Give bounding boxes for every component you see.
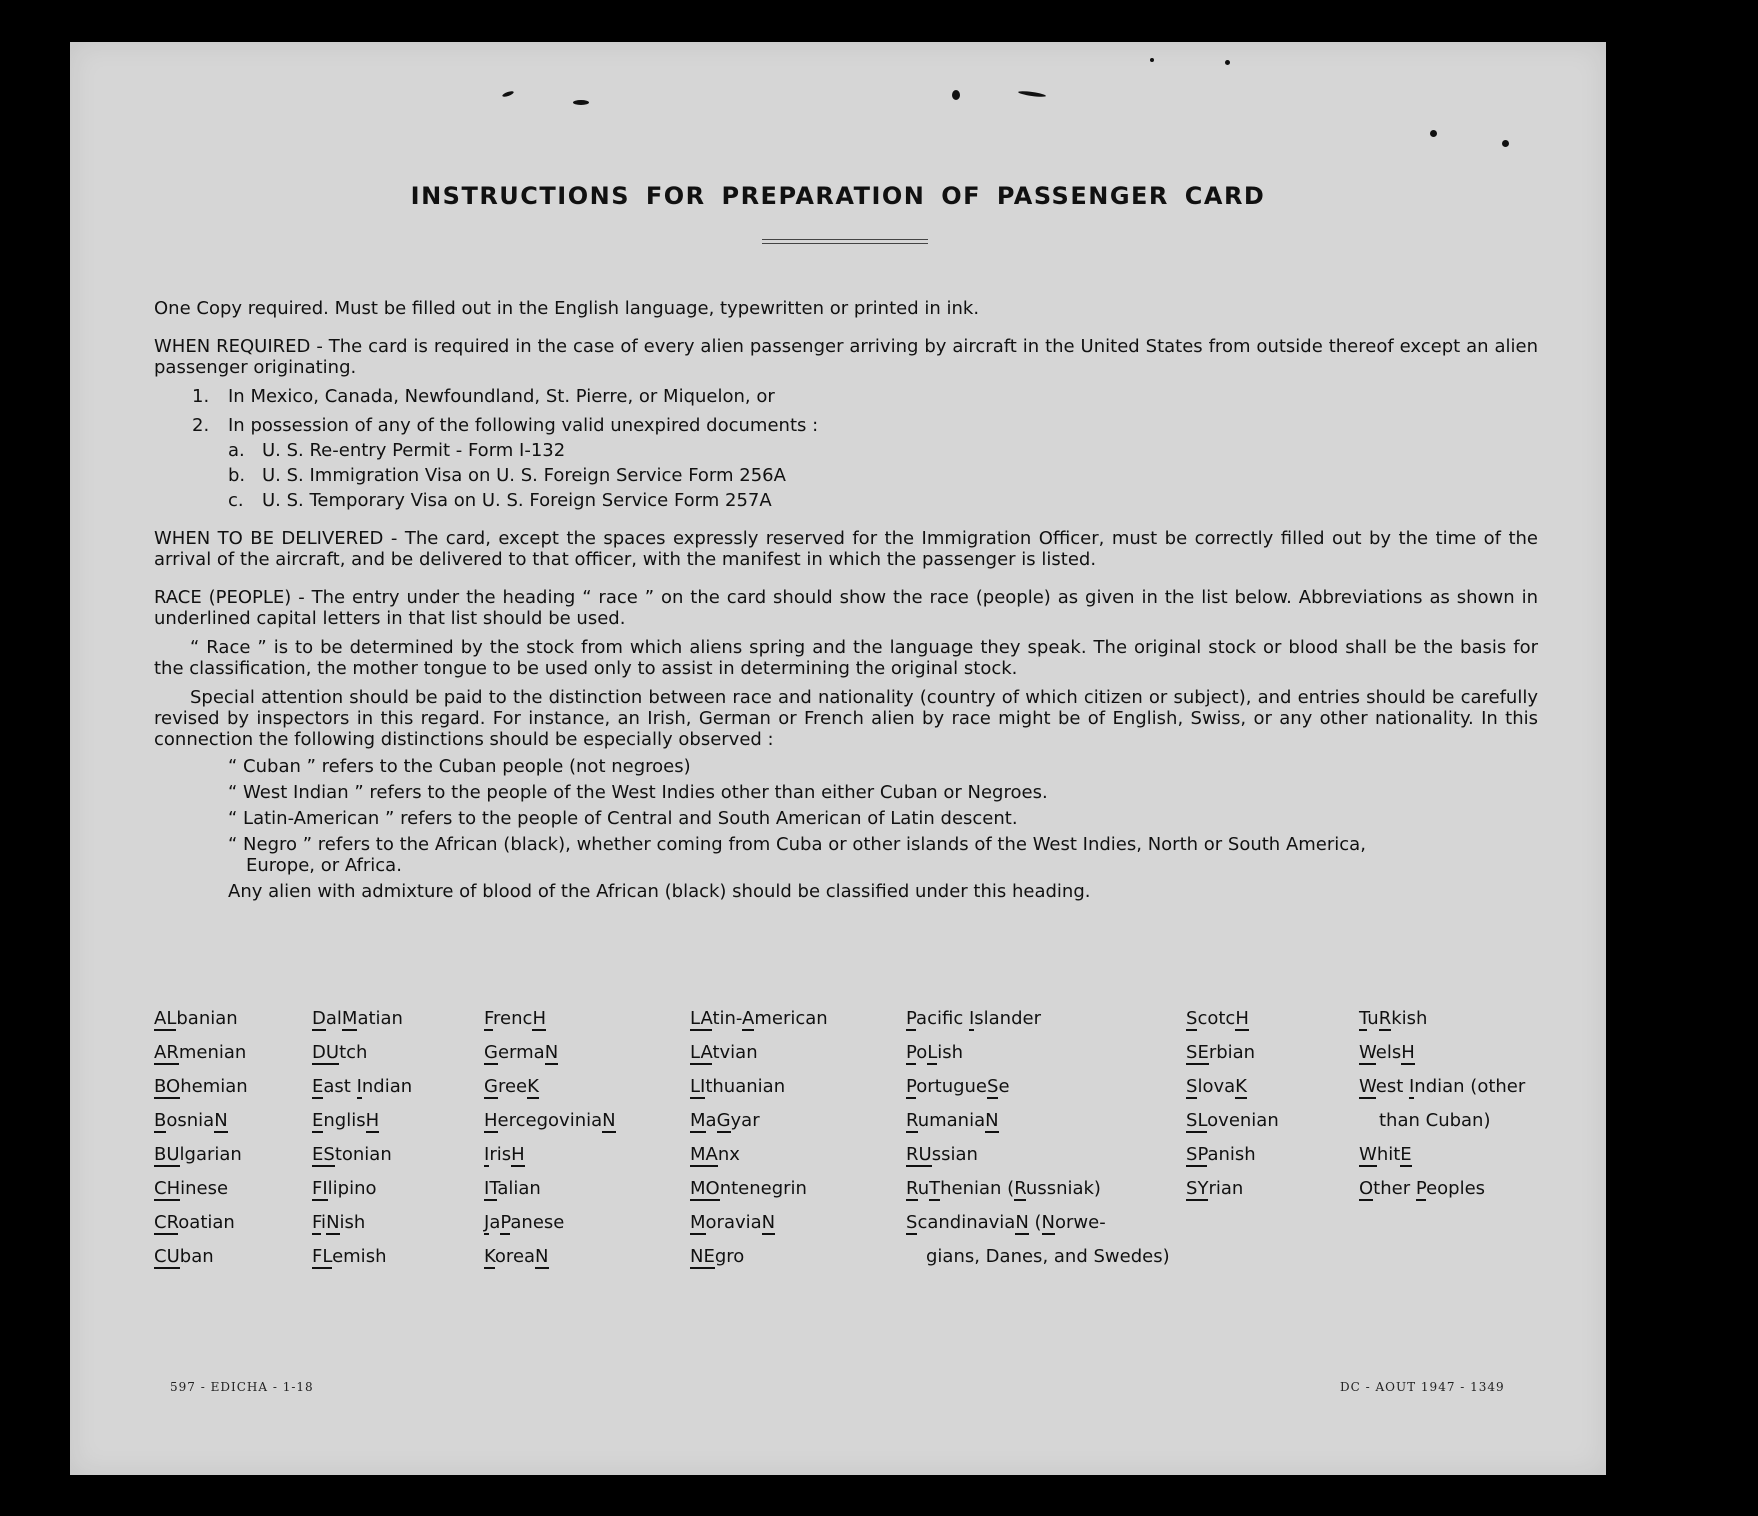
when-delivered-paragraph: WHEN TO BE DELIVERED - The card, except the spaces expressly reserved for the Immigration Officer, must be correctly filled out by the time of the arrival of the aircraft, and be delivered to that officer, with the manifest in which the passenger is listed. <box>154 528 1538 570</box>
race-entry: IrisH <box>484 1144 525 1165</box>
race-entry: DalMatian <box>312 1008 403 1029</box>
subitem-text: U. S. Re-entry Permit - Form I-132 <box>262 440 566 461</box>
race-entry: Pacific Islander <box>906 1008 1041 1029</box>
race-entry: SYrian <box>1186 1178 1244 1199</box>
document-subitem <box>154 465 1538 486</box>
document-subitem <box>154 490 1538 511</box>
footer-print-code-right: DC - AOUT 1947 - 1349 <box>1340 1380 1505 1394</box>
race-entry: ARmenian <box>154 1042 247 1063</box>
race-entry: MOntenegrin <box>690 1178 807 1199</box>
title-underline <box>762 239 928 240</box>
race-column <box>906 1008 1170 1280</box>
race-entry: PortugueSe <box>906 1076 1010 1097</box>
dust-speck <box>1150 58 1154 62</box>
race-entry: RuThenian (Russniak) <box>906 1178 1101 1199</box>
race-entry: FLemish <box>312 1246 387 1267</box>
dust-speck <box>952 90 960 100</box>
race-entry: FIlipino <box>312 1178 377 1199</box>
item-text: In possession of any of the following valid unexpired documents : <box>228 415 819 436</box>
item-text: In Mexico, Canada, Newfoundland, St. Pierre, or Miquelon, or <box>228 386 775 407</box>
subitem-text: U. S. Temporary Visa on U. S. Foreign Service Form 257A <box>262 490 772 511</box>
race-entry: LAtin-American <box>690 1008 828 1029</box>
dust-speck <box>502 90 515 98</box>
race-entry: RUssian <box>906 1144 978 1165</box>
title-underline <box>762 243 928 244</box>
subitem-text: U. S. Immigration Visa on U. S. Foreign Service Form 256A <box>262 465 786 486</box>
race-column <box>484 1008 616 1280</box>
race-column <box>312 1008 412 1280</box>
race-entry: HercegoviniaN <box>484 1110 616 1131</box>
distinction-negro-continued: Europe, or Africa. <box>246 855 402 876</box>
race-entry: BUlgarian <box>154 1144 242 1165</box>
distinction-latin-american: “ Latin-American ” refers to the people of Central and South American of Latin descent. <box>228 808 1018 829</box>
race-entry: TuRkish <box>1359 1008 1428 1029</box>
race-entry: CRoatian <box>154 1212 235 1233</box>
instructions-body <box>154 298 1538 902</box>
race-entry: KoreaN <box>484 1246 549 1267</box>
race-definition-paragraph: “ Race ” is to be determined by the stock from which aliens spring and the language they speak. The original stock or blood shall be the basis for the classification, the mother tongue to be used only to assist in determining the original stock. <box>154 637 1538 679</box>
race-column <box>1186 1008 1279 1212</box>
item-number: 2. <box>192 415 210 436</box>
race-entry: GreeK <box>484 1076 539 1097</box>
when-required-paragraph: WHEN REQUIRED - The card is required in the case of every alien passenger arriving by aircraft in the United States from outside thereof except an alien passenger originating. <box>154 336 1538 378</box>
race-entry: BosniaN <box>154 1110 228 1131</box>
race-entry: EStonian <box>312 1144 392 1165</box>
race-entry: DUtch <box>312 1042 368 1063</box>
race-entry: LAtvian <box>690 1042 758 1063</box>
item-number: 1. <box>192 386 210 407</box>
race-column <box>154 1008 248 1280</box>
race-entry: ScandinaviaN (Norwe- <box>906 1212 1106 1233</box>
race-column <box>690 1008 828 1280</box>
race-entry: MoraviaN <box>690 1212 776 1233</box>
race-entry: East Indian <box>312 1076 413 1097</box>
race-entry: gians, Danes, and Swedes) <box>926 1246 1170 1267</box>
subitem-letter: c. <box>228 490 244 511</box>
required-item <box>154 386 1538 407</box>
race-entry: EnglisH <box>312 1110 380 1131</box>
document-page <box>70 42 1606 1475</box>
page-title: INSTRUCTIONS FOR PREPARATION OF PASSENGER CARD <box>410 182 1266 210</box>
race-entry: RumaniaN <box>906 1110 999 1131</box>
dust-speck <box>1430 130 1437 137</box>
subitem-letter: b. <box>228 465 246 486</box>
intro-paragraph: One Copy required. Must be filled out in the English language, typewritten or printed in ink. <box>154 298 980 319</box>
distinction-negro <box>154 834 1538 876</box>
footer-print-code-left: 597 - EDICHA - 1-18 <box>170 1380 314 1394</box>
race-entry: SlovaK <box>1186 1076 1247 1097</box>
race-entry: NEgro <box>690 1246 745 1267</box>
race-entry: CHinese <box>154 1178 229 1199</box>
dust-speck <box>1018 90 1046 98</box>
race-entry: than Cuban) <box>1379 1110 1491 1131</box>
race-entry: LIthuanian <box>690 1076 786 1097</box>
dust-speck <box>1502 140 1509 147</box>
race-entry: SErbian <box>1186 1042 1256 1063</box>
race-entry: SPanish <box>1186 1144 1256 1165</box>
distinction-negro-text: “ Negro ” refers to the African (black), whether coming from Cuba or other islands of the West Indies, North or South America, <box>228 834 1366 855</box>
race-entry: FrencH <box>484 1008 546 1029</box>
race-entry: ITalian <box>484 1178 541 1199</box>
race-entry: ScotcH <box>1186 1008 1249 1029</box>
distinction-cuban: “ Cuban ” refers to the Cuban people (not negroes) <box>228 756 691 777</box>
admixture-note: Any alien with admixture of blood of the African (black) should be classified under this heading. <box>228 881 1091 902</box>
race-entry: JaPanese <box>484 1212 565 1233</box>
race-entry: West Indian (other <box>1359 1076 1526 1097</box>
dust-speck <box>1225 60 1230 65</box>
subitem-letter: a. <box>228 440 245 461</box>
race-entry: GermaN <box>484 1042 559 1063</box>
race-entry: PoLish <box>906 1042 964 1063</box>
race-entry: CUban <box>154 1246 214 1267</box>
race-entry: MAnx <box>690 1144 740 1165</box>
race-entry: SLovenian <box>1186 1110 1279 1131</box>
race-entry: WelsH <box>1359 1042 1415 1063</box>
race-entry: Other Peoples <box>1359 1178 1486 1199</box>
dust-speck <box>573 100 589 105</box>
document-subitem <box>154 440 1538 461</box>
race-paragraph: RACE (PEOPLE) - The entry under the heading “ race ” on the card should show the race (people) as given in the list below. Abbreviations as shown in underlined capital letters in that list should be used. <box>154 587 1538 629</box>
race-nationality-paragraph: Special attention should be paid to the distinction between race and nationality (country of which citizen or subject), and entries should be carefully revised by inspectors in this regard. For instance, an Irish, German or French alien by race might be of English, Swiss, or any other nationality. In this connection the following distinctions should be especially observed : <box>154 687 1538 750</box>
required-item <box>154 415 1538 436</box>
race-entry: WhitE <box>1359 1144 1412 1165</box>
distinction-west-indian: “ West Indian ” refers to the people of the West Indies other than either Cuban or Negroes. <box>228 782 1048 803</box>
race-entry: MaGyar <box>690 1110 760 1131</box>
race-entry: ALbanian <box>154 1008 238 1029</box>
race-entry: BOhemian <box>154 1076 248 1097</box>
race-column <box>1359 1008 1525 1212</box>
race-entry: FiNish <box>312 1212 366 1233</box>
